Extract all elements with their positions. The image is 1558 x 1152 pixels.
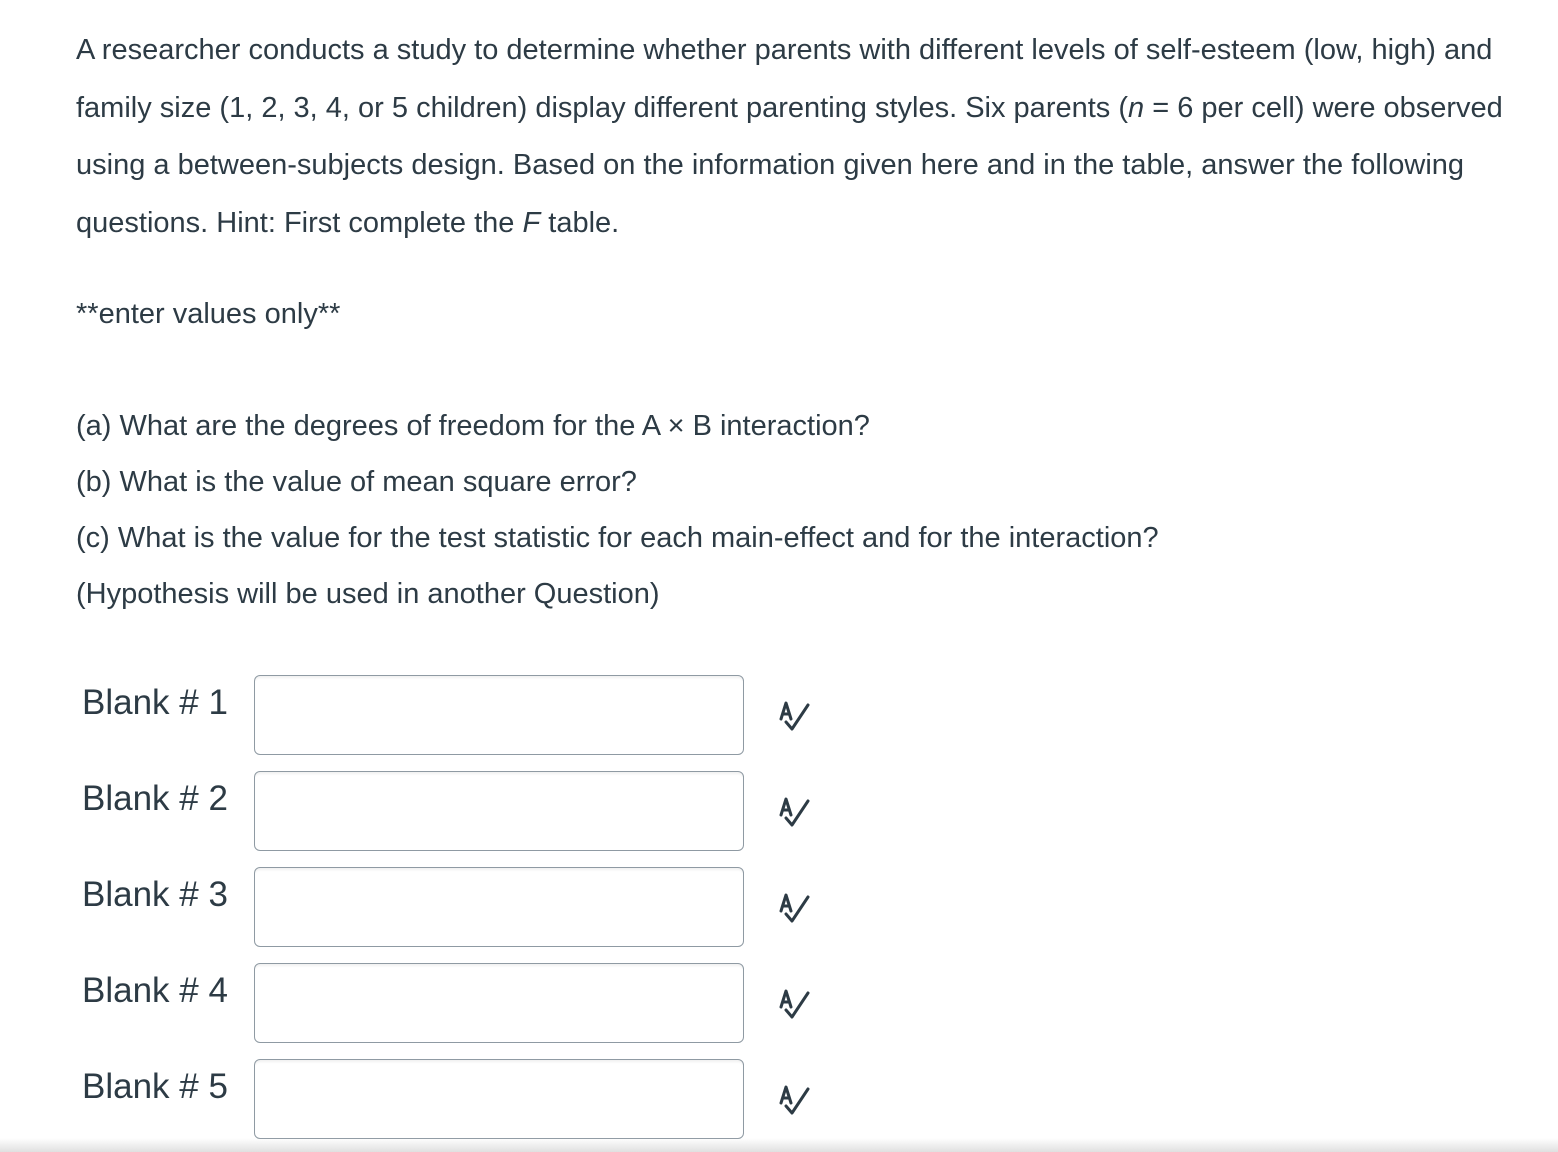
instructions-text: **enter values only** bbox=[76, 298, 341, 330]
bottom-scroll-shadow bbox=[0, 1138, 1558, 1152]
blank-input-1[interactable] bbox=[254, 675, 744, 755]
blank-input-5[interactable] bbox=[254, 1059, 744, 1139]
blank-row-3 bbox=[82, 867, 842, 951]
blank-input-2[interactable] bbox=[254, 771, 744, 851]
blank-row-5 bbox=[82, 1059, 842, 1143]
blank-row-2 bbox=[82, 771, 842, 855]
spellcheck-icon[interactable] bbox=[774, 1079, 814, 1119]
blank-row-1 bbox=[82, 675, 842, 759]
question-intro-part1: A researcher conducts a study to determine whether parents with different levels of self-esteem (low, high) and family size (1, 2, 3, 4, or 5 children) display different parenting styles. Six parents ( bbox=[76, 34, 1493, 124]
subquestion-a: (a) What are the degrees of freedom for the A × B interaction? bbox=[76, 410, 870, 442]
blank-input-3[interactable] bbox=[254, 867, 744, 947]
spellcheck-icon[interactable] bbox=[774, 695, 814, 735]
question-paragraph bbox=[76, 22, 1536, 252]
question-text bbox=[76, 22, 1536, 252]
spellcheck-icon[interactable] bbox=[774, 887, 814, 927]
blank-label-2: Blank # 2 bbox=[82, 779, 228, 818]
blank-label-5: Blank # 5 bbox=[82, 1067, 228, 1106]
spellcheck-icon[interactable] bbox=[774, 983, 814, 1023]
question-intro-part3: table. bbox=[540, 206, 620, 239]
subquestion-note: (Hypothesis will be used in another Question) bbox=[76, 578, 660, 610]
blank-row-4 bbox=[82, 963, 842, 1047]
blank-label-1: Blank # 1 bbox=[82, 683, 228, 722]
subquestion-c: (c) What is the value for the test statistic for each main-effect and for the interaction? bbox=[76, 522, 1159, 554]
subquestion-b: (b) What is the value of mean square error? bbox=[76, 466, 637, 498]
n-symbol: n bbox=[1128, 91, 1145, 124]
question-intro-part2: = 6 per cell) were observed using a between-subjects design. Based on the information given here and in the table, answer the following questions. Hint: First complete the bbox=[76, 91, 1503, 239]
blank-label-3: Blank # 3 bbox=[82, 875, 228, 914]
blank-input-4[interactable] bbox=[254, 963, 744, 1043]
spellcheck-icon[interactable] bbox=[774, 791, 814, 831]
f-symbol: F bbox=[522, 206, 541, 239]
blank-label-4: Blank # 4 bbox=[82, 971, 228, 1010]
subquestion-list bbox=[76, 398, 1159, 622]
